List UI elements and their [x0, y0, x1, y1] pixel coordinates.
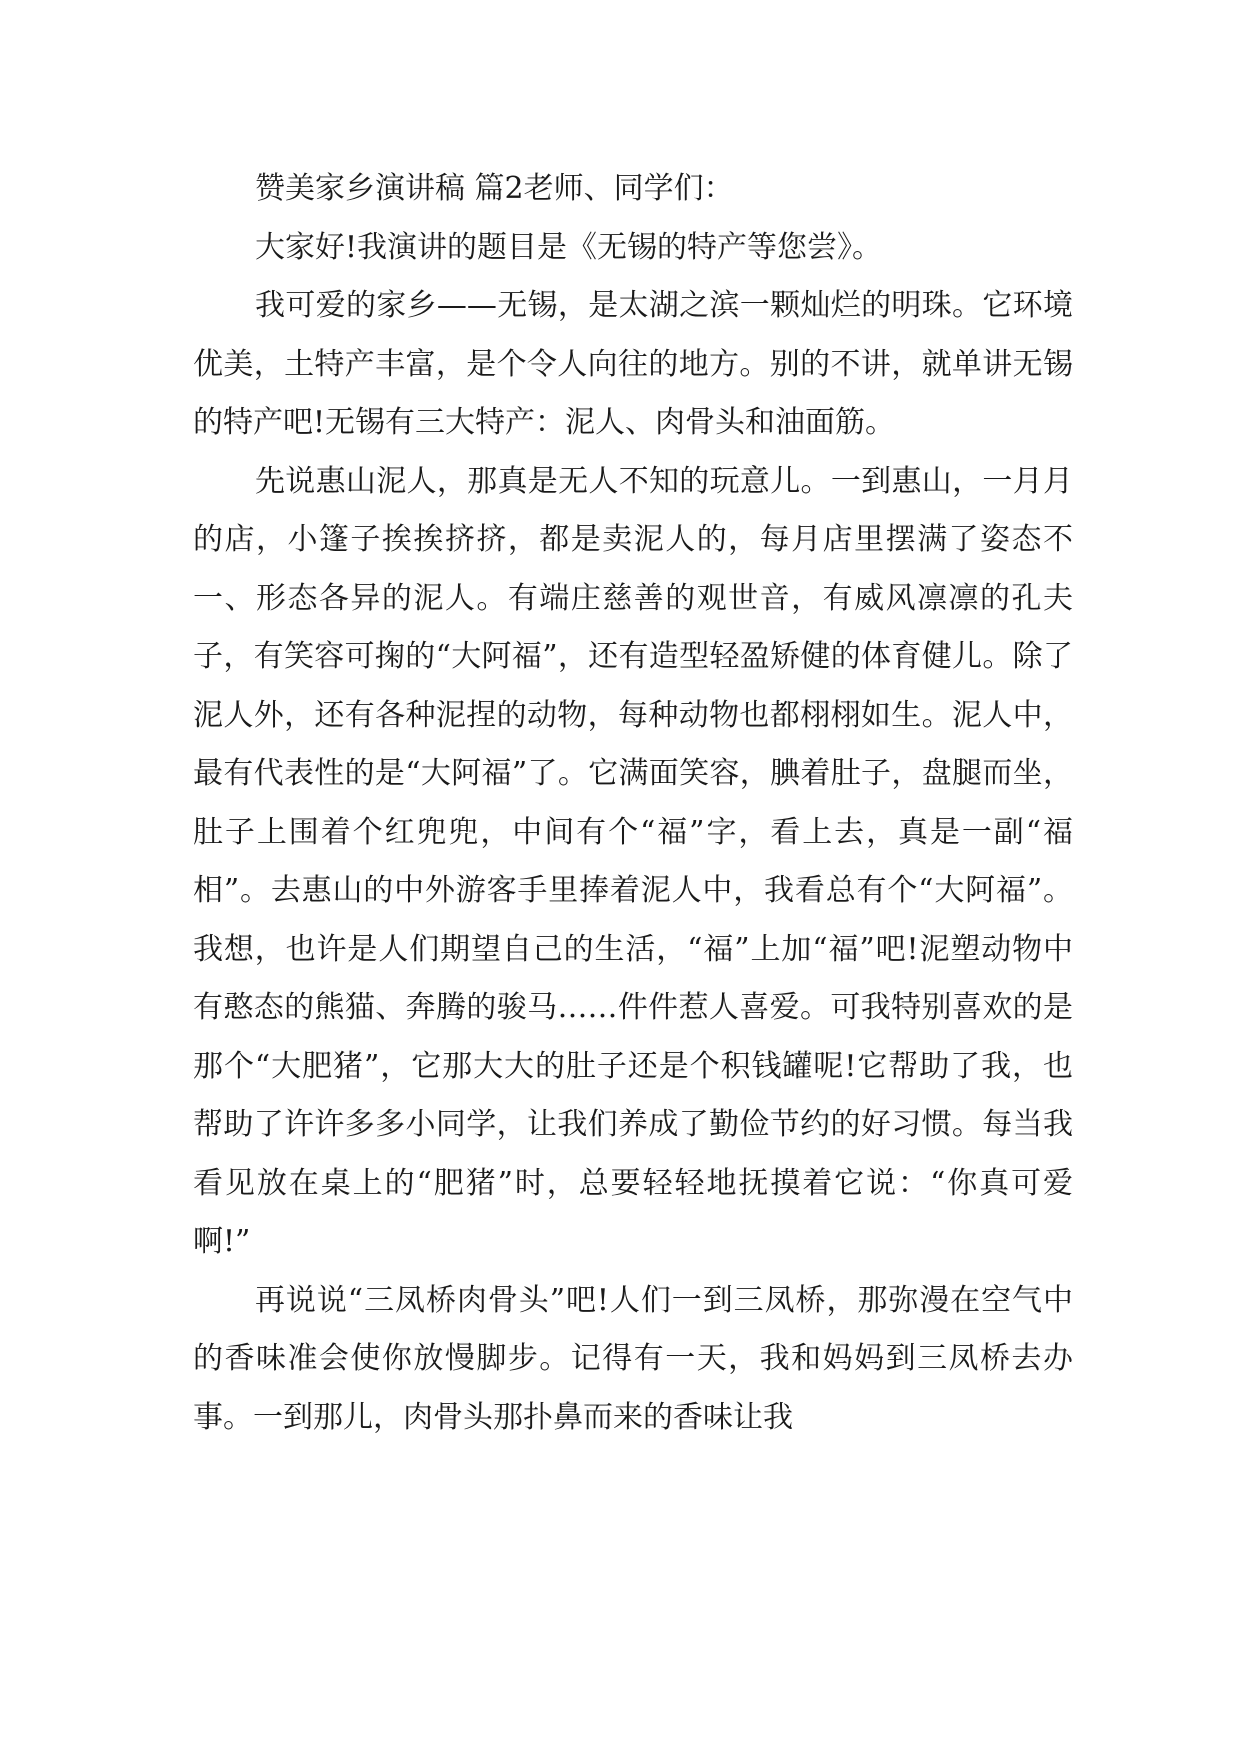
paragraph-greeting: 大家好!我演讲的题目是《无锡的特产等您尝》。	[255, 229, 883, 265]
paragraph-clay-figures: 先说惠山泥人，那真是无人不知的玩意儿。一到惠山，一月月的店，小篷子挨挨挤挤，都是卖泥人的，每月店里摆满了姿态不一、形态各异的泥人。有端庄慈善的观世音，有威风凛凛的孔夫子，有笑容可掬的“大阿福”，还有造型轻盈矫健的体育健儿。除了泥人外，还有各种泥捏的动物，每种动物也都栩栩如生。泥人中，最有代表性的是“大阿福”了。它满面笑容，腆着肚子，盘腿而坐，肚子上围着个红兜兜，中间有个“福”字，看上去，真是一副“福相”。去惠山的中外游客手里捧着泥人中，我看总有个“大阿福”。我想，也许是人们期望自己的生活，“福”上加“福”吧!泥塑动物中有憨态的熊猫、奔腾的骏马……件件惹人喜爱。可我特别喜欢的是那个“大肥猪”，它那大大的肚子还是个积钱罐呢!它帮助了我，也帮助了许许多多小同学，让我们养成了勤俭节约的好习惯。每当我看见放在桌上的“肥猪”时，总要轻轻地抚摸着它说：“你真可爱啊!”	[193, 463, 1073, 1259]
document-body	[193, 160, 1073, 1447]
paragraph-intro: 我可爱的家乡——无锡，是太湖之滨一颗灿烂的明珠。它环境优美，土特产丰富，是个令人向往的地方。别的不讲，就单讲无锡的特产吧!无锡有三大特产：泥人、肉骨头和油面筋。	[193, 288, 1073, 440]
paragraph-spare-ribs: 再说说“三凤桥肉骨头”吧!人们一到三凤桥，那弥漫在空气中的香味准会使你放慢脚步。记得有一天，我和妈妈到三凤桥去办事。一到那儿，肉骨头那扑鼻而来的香味让我	[193, 1282, 1073, 1435]
paragraph-heading: 赞美家乡演讲稿 篇2老师、同学们：	[255, 171, 734, 206]
